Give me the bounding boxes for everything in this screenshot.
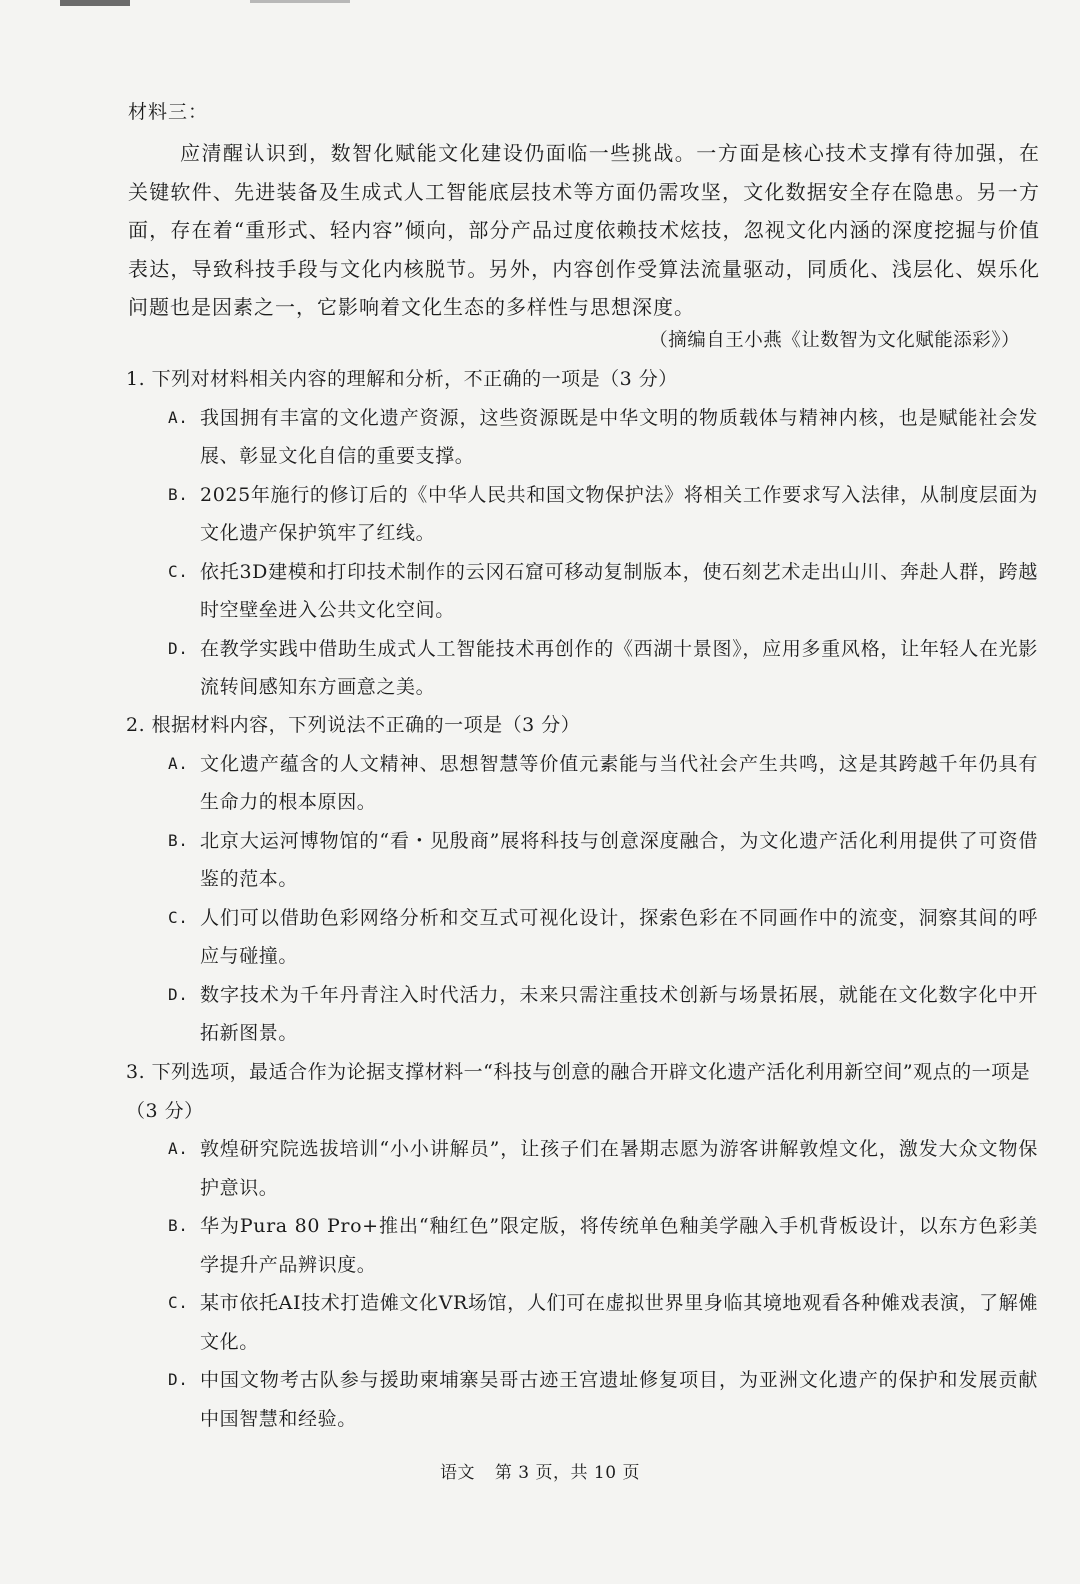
page-footer bbox=[0, 1458, 1080, 1483]
option-text: 2025年施行的修订后的《中华人民共和国文物保护法》将相关工作要求写入法律，从制度层面为文化遗产保护筑牢了红线。 bbox=[200, 483, 1038, 544]
option-text: 文化遗产蕴含的人文精神、思想智慧等价值元素能与当代社会产生共鸣，这是其跨越千年仍具有生命力的根本原因。 bbox=[200, 752, 1038, 813]
option-letter: C. bbox=[168, 561, 189, 581]
option-text: 人们可以借助色彩网络分析和交互式可视化设计，探索色彩在不同画作中的流变，洞察其间的呼应与碰撞。 bbox=[200, 906, 1038, 967]
material-title: 材料三： bbox=[128, 101, 209, 123]
option-text: 在教学实践中借助生成式人工智能技术再创作的《西湖十景图》，应用多重风格，让年轻人在光影流转间感知东方画意之美。 bbox=[200, 637, 1038, 698]
option-list bbox=[126, 399, 1038, 707]
option-text: 中国文物考古队参与援助柬埔寨吴哥古迹王宫遗址修复项目，为亚洲文化遗产的保护和发展贡献中国智慧和经验。 bbox=[200, 1369, 1038, 1430]
option-list bbox=[126, 1130, 1038, 1438]
option-text: 华为Pura 80 Pro+推出“釉红色”限定版，将传统单色釉美学融入手机背板设计，以东方色彩美学提升产品辨识度。 bbox=[200, 1215, 1038, 1276]
question-stem: 1. 下列对材料相关内容的理解和分析，不正确的一项是（3 分） bbox=[126, 368, 678, 390]
option-b bbox=[126, 822, 1038, 899]
material-passage: 应清醒认识到，数智化赋能文化建设仍面临一些挑战。一方面是核心技术支撑有待加强，在关键软件、先进装备及生成式人工智能底层技术等方面仍需攻坚，文化数据安全存在隐患。另一方面，存在着“重形式、轻内容”倾向，部分产品过度依赖技术炫技，忽视文化内涵的深度挖掘与价值表达，导致科技手段与文化内核脱节。另外，内容创作受算法流量驱动，同质化、浅层化、娱乐化问题也是因素之一，它影响着文化生态的多样性与思想深度。 bbox=[128, 141, 1040, 319]
option-letter: C. bbox=[168, 907, 189, 927]
option-text: 数字技术为千年丹青注入时代活力，未来只需注重技术创新与场景拓展，就能在文化数字化中开拓新图景。 bbox=[200, 983, 1038, 1044]
option-letter: C. bbox=[168, 1293, 189, 1312]
option-text: 我国拥有丰富的文化遗产资源，这些资源既是中华文明的物质载体与精神内核，也是赋能社会发展、彰显文化自信的重要支撑。 bbox=[200, 406, 1038, 467]
option-letter: B. bbox=[168, 830, 189, 850]
option-letter: A. bbox=[168, 1139, 189, 1158]
question-stem: 2. 根据材料内容，下列说法不正确的一项是（3 分） bbox=[126, 714, 581, 736]
option-letter: B. bbox=[168, 484, 189, 504]
option-letter: D. bbox=[168, 1370, 189, 1389]
scan-artifact bbox=[60, 0, 130, 6]
option-d bbox=[126, 630, 1038, 707]
option-letter: A. bbox=[168, 753, 189, 773]
question-stem: 3. 下列选项，最适合作为论据支撑材料一“科技与创意的融合开辟文化遗产活化利用新空间”观点的一项是（3 分） bbox=[126, 1061, 1031, 1122]
option-text: 某市依托AI技术打造傩文化VR场馆，人们可在虚拟世界里身临其境地观看各种傩戏表演，了解傩文化。 bbox=[200, 1292, 1038, 1353]
option-c bbox=[126, 1284, 1038, 1361]
option-text: 依托3D建模和打印技术制作的云冈石窟可移动复制版本，使石刻艺术走出山川、奔赴人群，跨越时空壁垒进入公共文化空间。 bbox=[200, 560, 1038, 621]
option-a bbox=[126, 745, 1038, 822]
option-b bbox=[126, 1207, 1038, 1284]
option-c bbox=[126, 899, 1038, 976]
option-letter: B. bbox=[168, 1216, 189, 1235]
question-3 bbox=[126, 1053, 1038, 1438]
option-letter: A. bbox=[168, 407, 189, 427]
footer-subject: 语文 bbox=[440, 1463, 475, 1483]
option-letter: D. bbox=[168, 638, 189, 658]
option-a bbox=[126, 399, 1038, 476]
option-d bbox=[126, 1361, 1038, 1438]
material-source: （摘编自王小燕《让数智为文化赋能添彩》） bbox=[649, 330, 1020, 351]
question-1 bbox=[126, 360, 1038, 707]
option-c bbox=[126, 553, 1038, 630]
option-b bbox=[126, 476, 1038, 553]
option-list bbox=[126, 745, 1038, 1053]
option-letter: D. bbox=[168, 984, 189, 1004]
option-text: 北京大运河博物馆的“看・见殷商”展将科技与创意深度融合，为文化遗产活化利用提供了可资借鉴的范本。 bbox=[200, 829, 1038, 890]
option-d bbox=[126, 976, 1038, 1053]
option-a bbox=[126, 1130, 1038, 1207]
scan-artifact bbox=[250, 0, 350, 3]
footer-page-number: 第 3 页，共 10 页 bbox=[494, 1463, 640, 1483]
question-2 bbox=[126, 706, 1038, 1053]
option-text: 敦煌研究院选拔培训“小小讲解员”，让孩子们在暑期志愿为游客讲解敦煌文化，激发大众文物保护意识。 bbox=[200, 1138, 1038, 1199]
